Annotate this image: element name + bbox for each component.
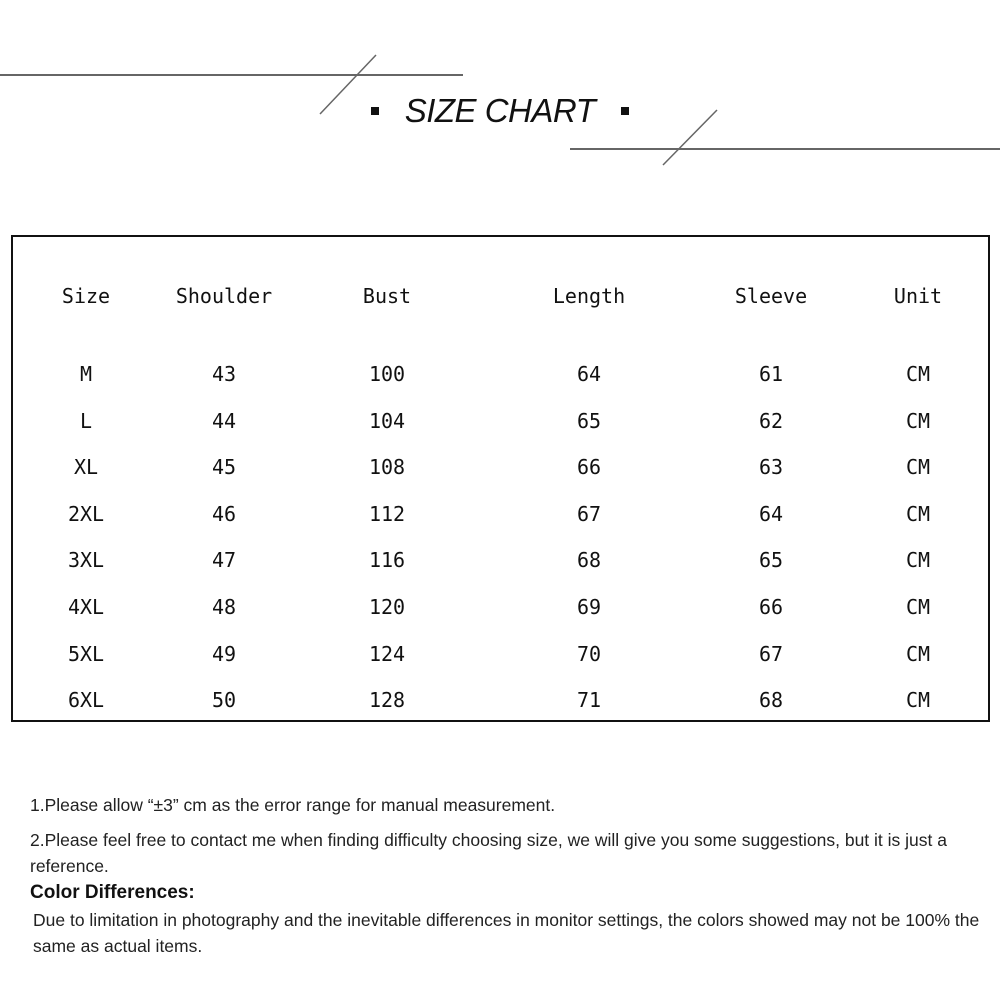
measurement-note: 1.Please allow “±3” cm as the error range for manual measurement. bbox=[30, 795, 556, 815]
color-differences-heading: Color Differences: bbox=[30, 882, 195, 903]
header-unit: Unit bbox=[893, 284, 943, 308]
cell-sleeve: 65 bbox=[758, 548, 784, 573]
cell-shoulder: 46 bbox=[211, 501, 237, 526]
cell-bust: 128 bbox=[368, 688, 406, 713]
cell-bust: 116 bbox=[368, 548, 406, 573]
cell-shoulder: 47 bbox=[211, 548, 237, 573]
cell-sleeve: 62 bbox=[758, 408, 784, 433]
cell-shoulder: 43 bbox=[211, 362, 237, 386]
cell-length: 67 bbox=[576, 501, 602, 526]
cell-sleeve: 68 bbox=[758, 688, 784, 713]
cell-unit: CM bbox=[905, 548, 931, 573]
cell-size: 4XL bbox=[67, 595, 105, 619]
cell-sleeve: 63 bbox=[758, 455, 784, 480]
table-row bbox=[13, 590, 988, 624]
header-size: Size bbox=[61, 284, 111, 308]
title-text: SIZE CHART bbox=[404, 92, 596, 129]
cell-size: 2XL bbox=[67, 501, 105, 526]
cell-sleeve: 64 bbox=[758, 501, 784, 526]
cell-unit: CM bbox=[905, 501, 931, 526]
cell-shoulder: 45 bbox=[211, 455, 237, 480]
cell-length: 65 bbox=[576, 408, 602, 433]
cell-size: 3XL bbox=[67, 548, 105, 573]
cell-unit: CM bbox=[905, 408, 931, 433]
cell-bust: 108 bbox=[368, 455, 406, 480]
cell-shoulder: 44 bbox=[211, 408, 237, 433]
cell-sleeve: 67 bbox=[758, 641, 784, 666]
cell-size: M bbox=[79, 362, 93, 386]
cell-length: 69 bbox=[576, 595, 602, 619]
header-shoulder: Shoulder bbox=[175, 284, 273, 308]
cell-unit: CM bbox=[905, 641, 931, 666]
size-table bbox=[11, 235, 990, 722]
cell-unit: CM bbox=[905, 455, 931, 480]
cell-sleeve: 66 bbox=[758, 595, 784, 619]
cell-size: 6XL bbox=[67, 688, 105, 713]
cell-length: 68 bbox=[576, 548, 602, 573]
cell-bust: 120 bbox=[368, 595, 406, 619]
header-length: Length bbox=[552, 284, 626, 308]
cell-unit: CM bbox=[905, 362, 931, 386]
cell-size: L bbox=[79, 408, 93, 433]
cell-size: XL bbox=[73, 455, 99, 480]
cell-length: 71 bbox=[576, 688, 602, 713]
title-bullet-left bbox=[371, 107, 379, 115]
cell-bust: 124 bbox=[368, 641, 406, 666]
size-help-note: 2.Please feel free to contact me when finding difficulty choosing size, we will give you some suggestions, but it is just a reference. bbox=[30, 830, 947, 876]
header-sleeve: Sleeve bbox=[734, 284, 808, 308]
title-bullet-right bbox=[621, 107, 629, 115]
table-row bbox=[13, 637, 988, 671]
cell-length: 64 bbox=[576, 362, 602, 386]
cell-sleeve: 61 bbox=[758, 362, 784, 386]
table-header-row bbox=[13, 279, 988, 313]
table-row bbox=[13, 683, 988, 717]
cell-shoulder: 50 bbox=[211, 688, 237, 713]
cell-bust: 100 bbox=[368, 362, 406, 386]
cell-unit: CM bbox=[905, 688, 931, 713]
header-bust: Bust bbox=[362, 284, 412, 308]
cell-length: 66 bbox=[576, 455, 602, 480]
table-row bbox=[13, 497, 988, 531]
cell-shoulder: 48 bbox=[211, 595, 237, 619]
table-row bbox=[13, 404, 988, 438]
header-decoration bbox=[0, 0, 1000, 180]
color-differences-text: Due to limitation in photography and the inevitable differences in monitor settings, the colors showed may not be 100% the same as actual items. bbox=[33, 910, 980, 956]
notes-section bbox=[30, 792, 985, 959]
cell-size: 5XL bbox=[67, 641, 105, 666]
table-row bbox=[13, 357, 988, 391]
table-row bbox=[13, 543, 988, 577]
table-row bbox=[13, 450, 988, 484]
cell-unit: CM bbox=[905, 595, 931, 619]
cell-length: 70 bbox=[576, 641, 602, 666]
cell-bust: 112 bbox=[368, 501, 406, 526]
cell-bust: 104 bbox=[368, 408, 406, 433]
cell-shoulder: 49 bbox=[211, 641, 237, 666]
size-chart-title bbox=[0, 92, 1000, 130]
